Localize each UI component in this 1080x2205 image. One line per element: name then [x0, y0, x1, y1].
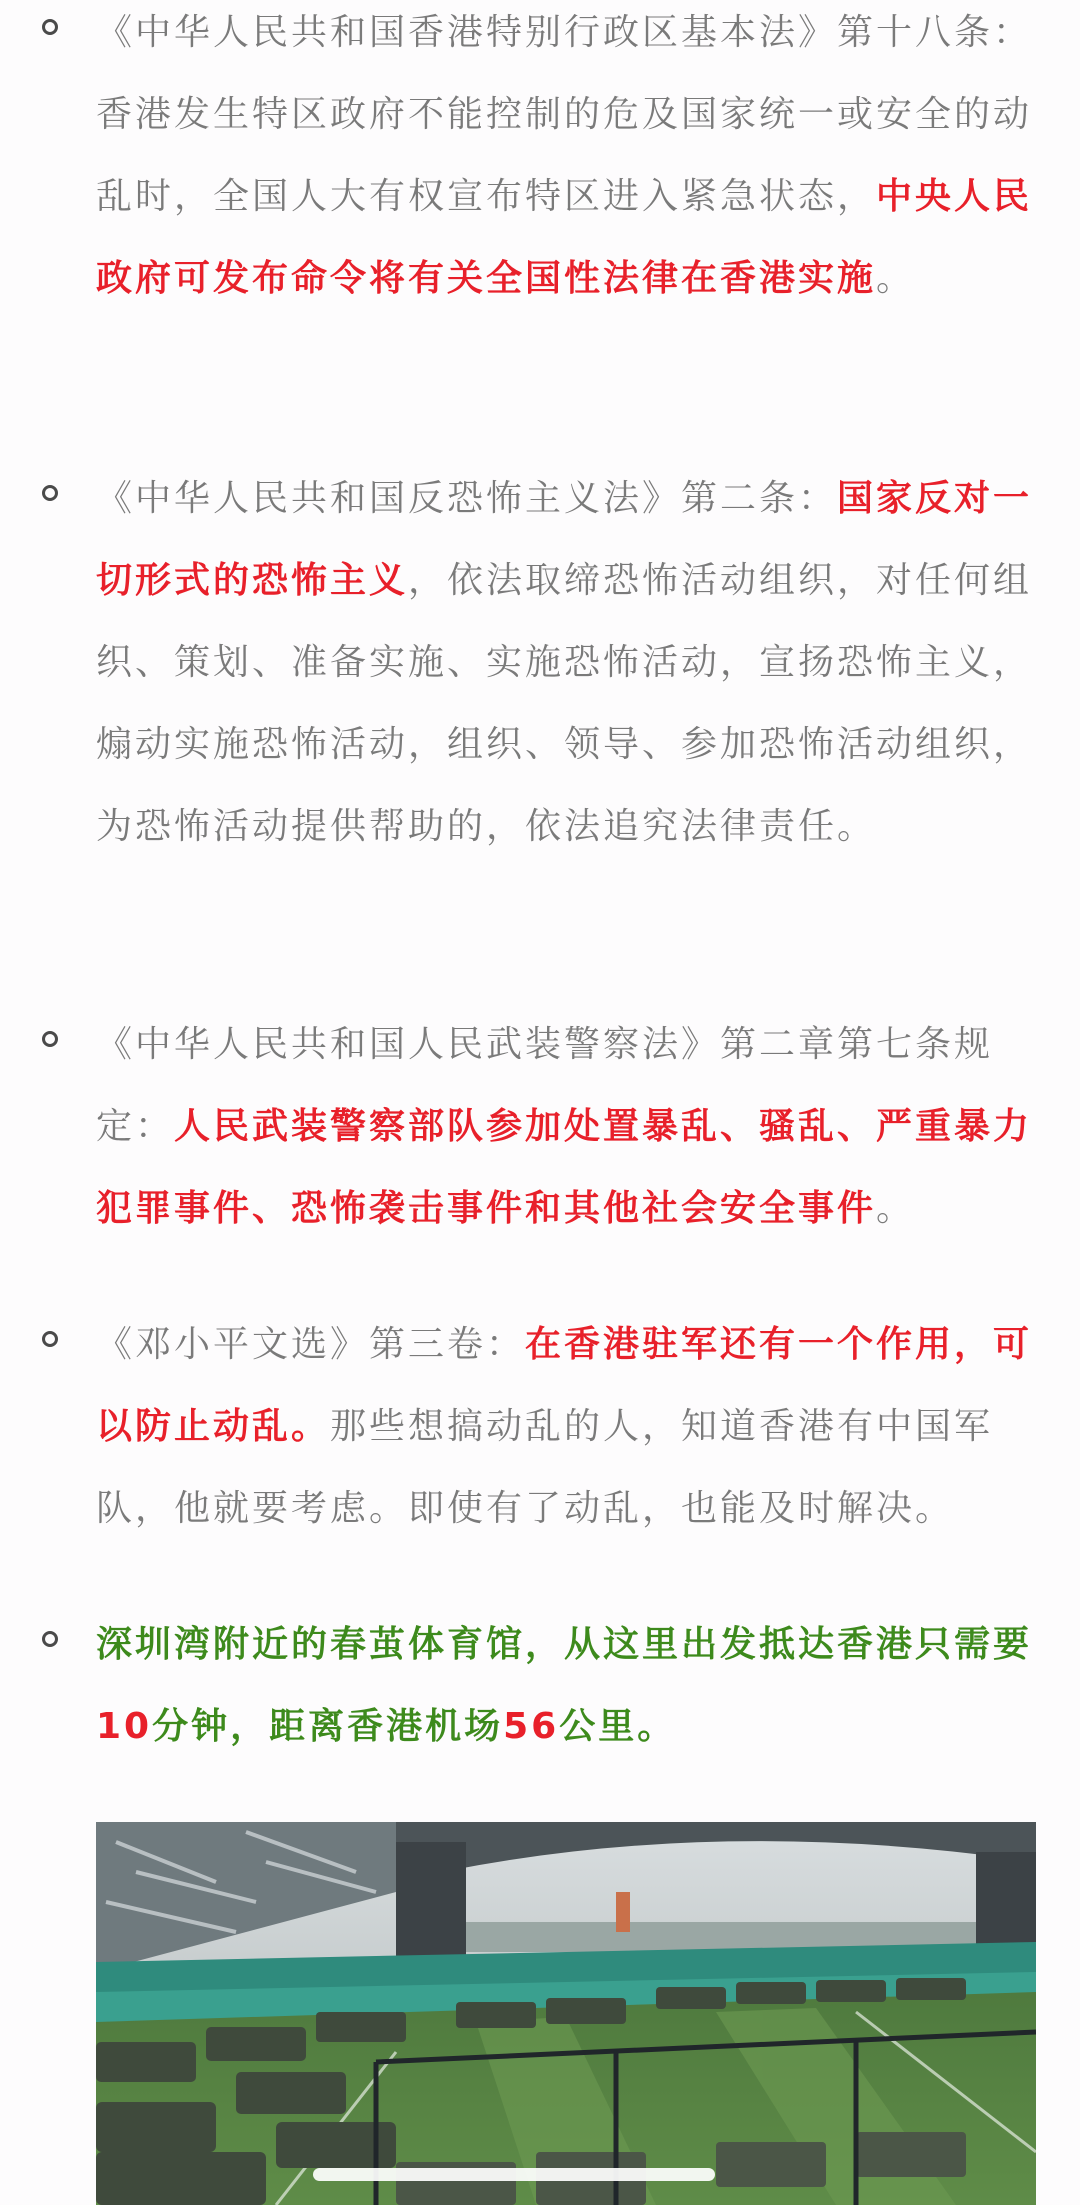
item-text-highlight: 在香港驻军还有一个作用，可以防止动乱。	[96, 1324, 1033, 1447]
list-item-basic-law	[96, 0, 1034, 320]
list-item-stadium	[96, 1604, 1034, 1768]
item-text-highlight: 国家反对一切形式的恐怖主义	[96, 478, 1033, 601]
item-text-segment: 《中华人民共和国人民武装警察法》第二章第七条规定：	[96, 1024, 994, 1147]
item-text-segment: 。	[876, 1188, 916, 1229]
stadium-photo-illustration	[96, 1822, 1036, 2205]
stadium-photo[interactable]	[96, 1822, 1036, 2205]
item-text-green: 深圳湾附近的春茧体育馆，从这里出发抵达香港只需要	[96, 1624, 1033, 1665]
item-text-segment: 。	[876, 258, 916, 299]
item-text-segment: 《中华人民共和国香港特别行政区基本法》第十八条：香港发生特区政府不能控制的危及国家统一或安全的动乱时，全国人大有权宣布特区进入紧急状态，	[96, 12, 1033, 217]
item-text-green: 公里。	[559, 1706, 677, 1747]
item-text-segment: 《邓小平文选》第三卷：	[96, 1324, 526, 1365]
item-text-highlight: 人民武装警察部队参加处置暴乱、骚乱、严重暴力犯罪事件、恐怖袭击事件和其他社会安全事件	[96, 1106, 1033, 1229]
item-text-segment: 那些想搞动乱的人，知道香港有中国军队，他就要考虑。即使有了动乱，也能及时解决。	[96, 1406, 994, 1529]
item-text-segment: 《中华人民共和国反恐怖主义法》第二条：	[96, 478, 838, 519]
list-item-deng-xiaoping	[96, 1304, 1034, 1550]
item-number-highlight: 10	[96, 1706, 153, 1747]
item-number-highlight: 56	[503, 1706, 560, 1747]
list-item-armed-police-law	[96, 1004, 1034, 1250]
item-text-highlight: 中央人民政府可发布命令将有关全国性法律在香港实施	[96, 176, 1033, 299]
list-item-anti-terrorism-law	[96, 458, 1034, 868]
bullet-circle-icon	[42, 485, 58, 501]
home-indicator[interactable]	[313, 2168, 715, 2181]
bullet-circle-icon	[42, 1031, 58, 1047]
item-text-green: 分钟，距离香港机场	[152, 1706, 504, 1747]
bullet-circle-icon	[42, 19, 58, 35]
bullet-circle-icon	[42, 1331, 58, 1347]
item-text-segment: ，依法取缔恐怖活动组织，对任何组织、策划、准备实施、实施恐怖活动，宣扬恐怖主义，煽动实施恐怖活动，组织、领导、参加恐怖活动组织，为恐怖活动提供帮助的，依法追究法律责任。	[96, 560, 1033, 847]
bullet-circle-icon	[42, 1631, 58, 1647]
